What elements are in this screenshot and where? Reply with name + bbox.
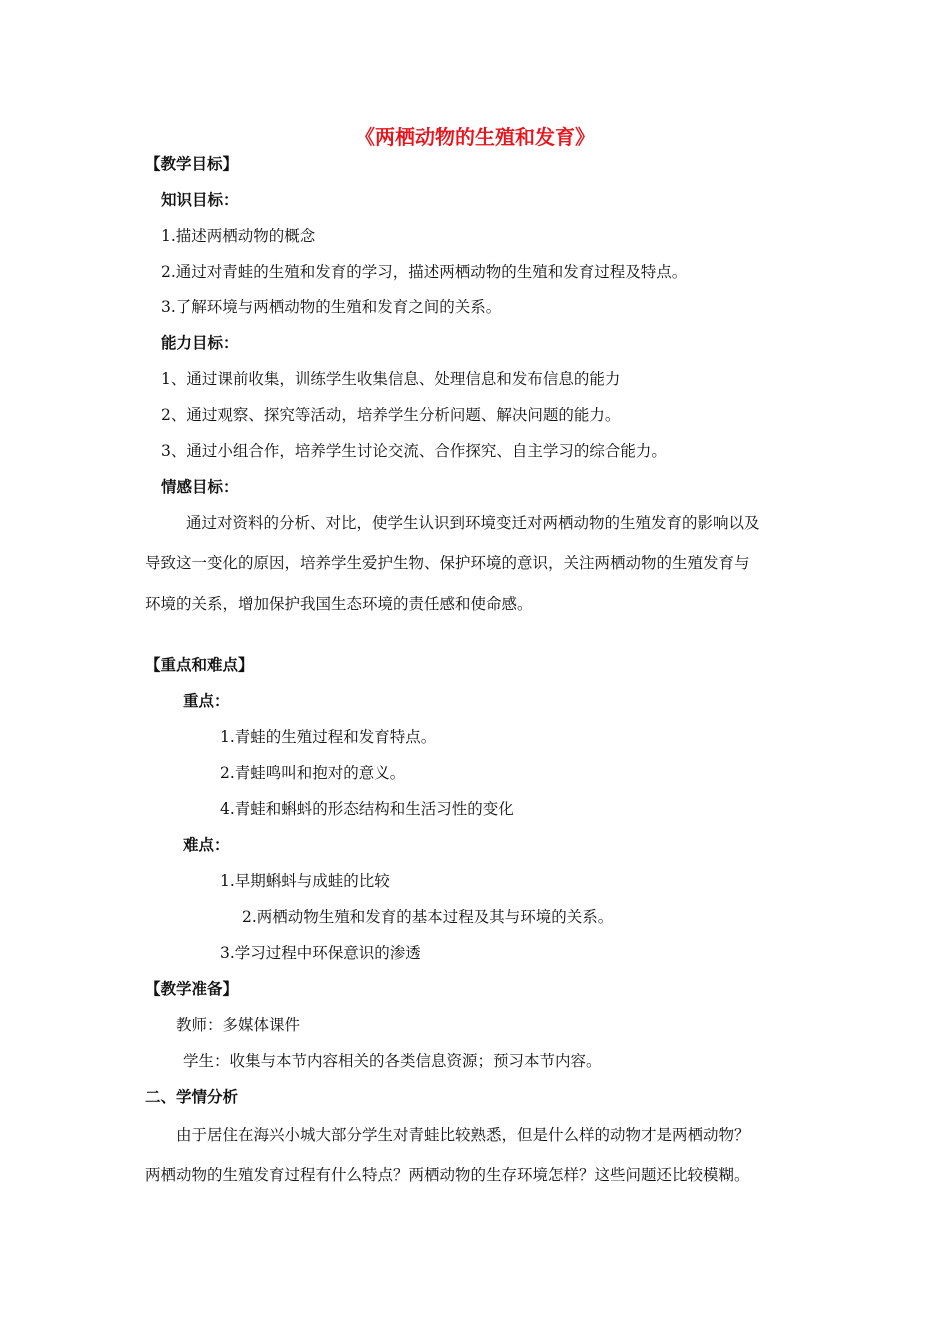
analysis-line: 由于居住在海兴小城大部分学生对青蛙比较熟悉，但是什么样的动物才是两栖动物？ (176, 1126, 750, 1144)
difficulty-label: 难点： (183, 836, 230, 854)
ability-goal-item: 2、通过观察、探究等活动，培养学生分析问题、解决问题的能力。 (161, 406, 621, 424)
knowledge-goals-label: 知识目标： (161, 191, 239, 209)
document-title: 《两栖动物的生殖和发育》 (355, 125, 595, 149)
emotion-goals-label: 情感目标： (161, 478, 239, 496)
difficulty-item: 3.学习过程中环保意识的渗透 (220, 944, 421, 962)
focus-label: 重点： (183, 692, 230, 710)
knowledge-goal-item: 2.通过对青蛙的生殖和发育的学习，描述两栖动物的生殖和发育过程及特点。 (161, 263, 688, 281)
focus-item: 2.青蛙鸣叫和抱对的意义。 (220, 764, 406, 782)
analysis-line: 两栖动物的生殖发育过程有什么特点？两栖动物的生存环境怎样？这些问题还比较模糊。 (145, 1166, 750, 1184)
key-points-heading: 【重点和难点】 (145, 656, 254, 674)
emotion-goal-line: 导致这一变化的原因，培养学生爱护生物、保护环境的意识，关注两栖动物的生殖发育与 (145, 554, 750, 572)
ability-goal-item: 3、通过小组合作，培养学生讨论交流、合作探究、自主学习的综合能力。 (161, 442, 667, 460)
analysis-heading: 二、学情分析 (145, 1088, 239, 1106)
ability-goals-label: 能力目标： (161, 334, 239, 352)
emotion-goal-line: 环境的关系，增加保护我国生态环境的责任感和使命感。 (145, 595, 533, 613)
difficulty-item: 2.两栖动物生殖和发育的基本过程及其与环境的关系。 (242, 908, 614, 926)
focus-item: 1.青蛙的生殖过程和发育特点。 (220, 728, 437, 746)
preparation-teacher: 教师：多媒体课件 (176, 1016, 301, 1034)
teaching-goals-heading: 【教学目标】 (145, 155, 239, 173)
difficulty-item: 1.早期蝌蚪与成蛙的比较 (220, 872, 390, 890)
preparation-heading: 【教学准备】 (145, 980, 239, 998)
focus-item: 4.青蛙和蝌蚪的形态结构和生活习性的变化 (220, 800, 514, 818)
ability-goal-item: 1、通过课前收集，训练学生收集信息、处理信息和发布信息的能力 (161, 370, 621, 388)
emotion-goal-line: 通过对资料的分析、对比，使学生认识到环境变迁对两栖动物的生殖发育的影响以及 (186, 514, 760, 532)
knowledge-goal-item: 3.了解环境与两栖动物的生殖和发育之间的关系。 (161, 298, 502, 316)
knowledge-goal-item: 1.描述两栖动物的概念 (161, 227, 316, 245)
preparation-student: 学生：收集与本节内容相关的各类信息资源；预习本节内容。 (183, 1052, 602, 1070)
